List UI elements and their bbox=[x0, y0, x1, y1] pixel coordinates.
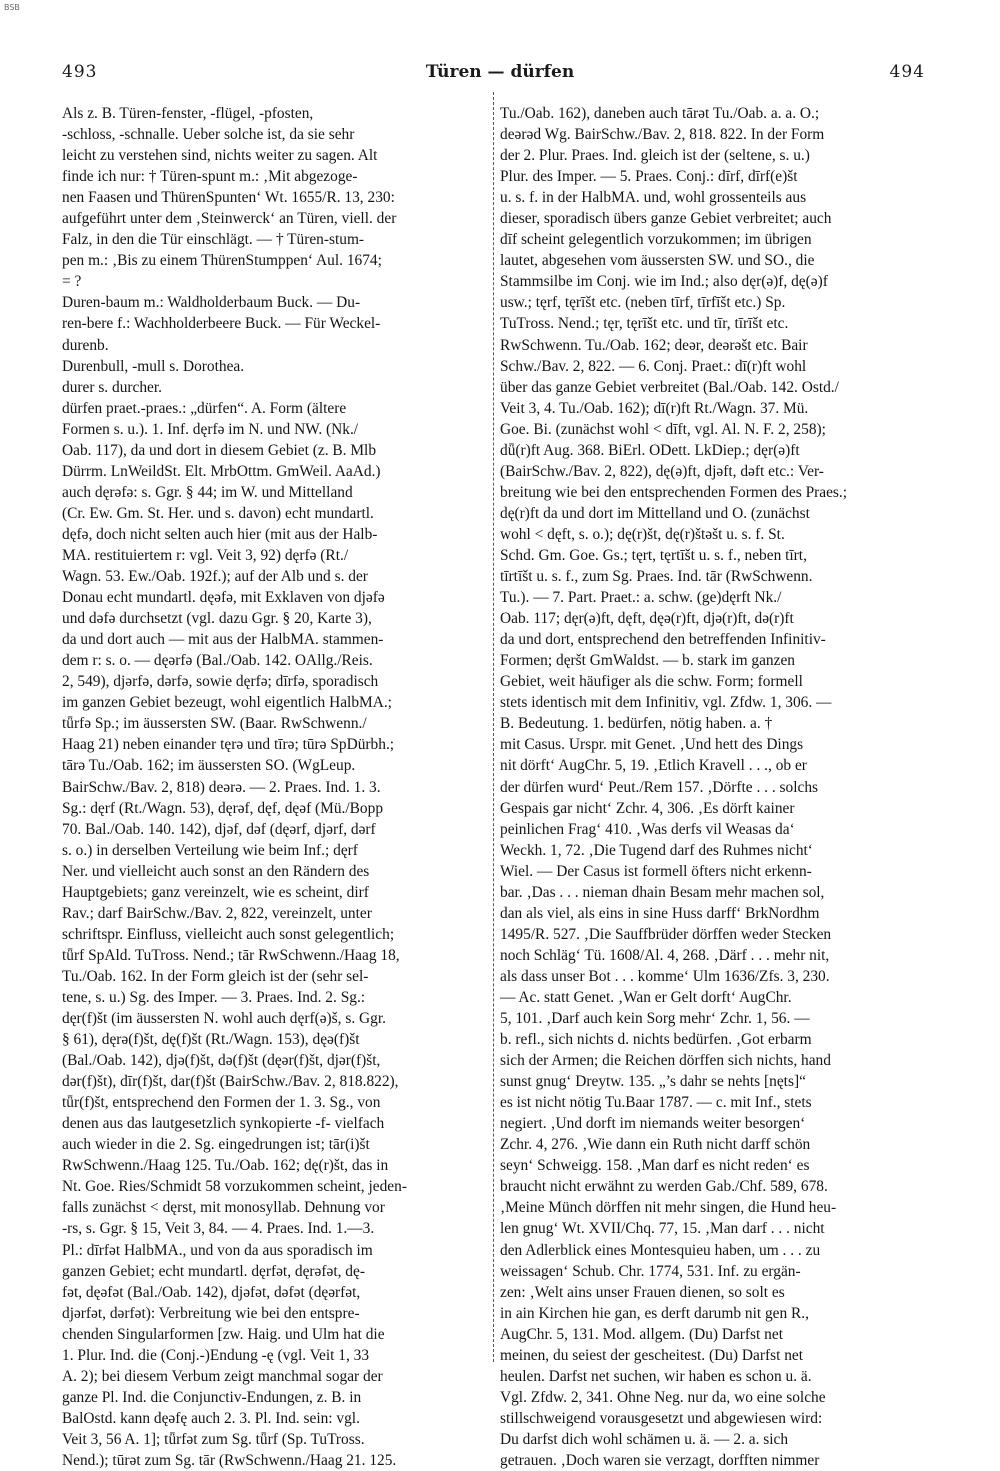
text-line: Schw./Bav. 2, 822. — 6. Conj. Praet.: dī(r)ft wohl bbox=[500, 357, 807, 375]
text-line: fət, dęəfət (Bal./Oab. 142), djəfət, dəfət (dęərfət, bbox=[62, 1283, 361, 1301]
text-line: durer s. durcher. bbox=[62, 378, 163, 396]
text-line: Wiel. — Der Casus ist formell öfters nicht erkenn- bbox=[500, 862, 812, 880]
text-line: zen: ‚Welt ains unser Frauen dienen, so solt es bbox=[500, 1283, 785, 1301]
text-line: dęr(f)št (im äussersten N. wohl auch dęrf(ə)š, s. Ggr. bbox=[62, 1010, 386, 1028]
text-line: 1495/R. 527. ‚Die Sauffbrüder dörffen weder Stecken bbox=[500, 925, 832, 943]
text-line: da und dort, entsprechend den betreffenden Infinitiv- bbox=[500, 631, 826, 649]
text-line: leicht zu verstehen sind, nichts weiter zu sagen. Alt bbox=[62, 147, 378, 165]
text-line: noch Schläg‘ Tü. 1608/Al. 4, 268. ‚Därf . . . mehr nit, bbox=[500, 946, 830, 964]
text-line: der dürfen wurd‘ Peut./Rem 157. ‚Dörfte . . . solchs bbox=[500, 778, 819, 796]
text-line: Nend.); tūrət zum Sg. tār (RwSchwenn./Haag 21. 125. bbox=[62, 1452, 397, 1469]
text-line: tīrtīšt u. s. f., zum Sg. Praes. Ind. tār (RwSchwenn. bbox=[500, 568, 813, 586]
text-line: braucht nicht erwähnt zu werden Gab./Chf. 589, 678. bbox=[500, 1178, 828, 1196]
text-line: dǖ(r)ft Aug. 368. BiErl. ODett. LkDiep.; dęr(ə)ft bbox=[500, 441, 800, 459]
text-line: als dass unser Bot . . . komme‘ Ulm 1636/Zfs. 3, 230. bbox=[500, 967, 830, 985]
text-line: Gespais gar nicht‘ Zchr. 4, 306. ‚Es dörft kainer bbox=[500, 799, 795, 817]
text-line: ganzen Gebiet; echt mundartl. dęrfət, dęrəfət, dę- bbox=[62, 1262, 365, 1280]
text-line: Sg.: dęrf (Rt./Wagn. 53), dęrəf, dęf, dęəf (Mü./Bopp bbox=[62, 799, 384, 817]
text-line: auch dęrəfə: s. Ggr. § 44; im W. und Mittelland bbox=[62, 483, 353, 501]
text-line: durenb. bbox=[62, 336, 109, 354]
text-line: 2, 549), djərfə, dərfə, sowie dęrfə; dīrfə, sporadisch bbox=[62, 673, 379, 691]
text-line: = ? bbox=[62, 273, 82, 291]
text-line: sunst gnug‘ Dreytw. 135. „’s dahr se nehts [nęts]“ bbox=[500, 1073, 806, 1091]
text-line: dan als viel, als eins in sine Huss darff‘ BrkNordhm bbox=[500, 904, 820, 922]
text-line: Zchr. 4, 276. ‚Wie dann ein Ruth nicht darff schön bbox=[500, 1136, 811, 1154]
text-line: § 61), dęrə(f)št, dę(f)št (Rt./Wagn. 153), dęə(f)št bbox=[62, 1031, 360, 1049]
text-line: A. 2); bei diesem Verbum zeigt manchmal sogar der bbox=[62, 1367, 383, 1385]
text-line: negiert. ‚Und dorft im niemands weiter besorgen‘ bbox=[500, 1115, 806, 1133]
text-line: Stammsilbe im Conj. wie im Ind.; also dęr(ə)f, dę(ə)f bbox=[500, 273, 828, 291]
text-line: Vgl. Zfdw. 2, 341. Ohne Neg. nur da, wo eine solche bbox=[500, 1388, 826, 1406]
text-line: — Ac. statt Genet. ‚Wan er Gelt dorft‘ AugChr. bbox=[500, 988, 792, 1006]
text-line: auch wieder in die 2. Sg. eingedrungen ist; tār(i)št bbox=[62, 1136, 370, 1154]
text-line: Dürrm. LnWeildSt. Elt. MrbOttm. GmWeil. AaAd.) bbox=[62, 462, 381, 480]
text-line: da und dort auch — mit aus der HalbMA. stammen- bbox=[62, 631, 384, 649]
text-line: Als z. B. Türen-fenster, -flügel, -pfosten, bbox=[62, 105, 314, 122]
text-line: u. s. f. in der HalbMA. und, wohl grossenteils aus bbox=[500, 189, 807, 207]
text-line: den Adlerblick eines Montesquieu haben, um . . . zu bbox=[500, 1241, 821, 1259]
text-line: wohl < dęft, s. o.); dę(r)št, dę(r)štəšt u. s. f. St. bbox=[500, 525, 785, 543]
right-column bbox=[500, 103, 912, 1471]
text-line: Formen; dęršt GmWaldst. — b. stark im ganzen bbox=[500, 652, 795, 670]
text-line: lautet, abgesehen vom äussersten SW. und SO., die bbox=[500, 252, 815, 270]
text-line: 5, 101. ‚Darf auch kein Sorg mehr‘ Zchr. 1, 56. — bbox=[500, 1010, 810, 1028]
text-line: seyn‘ Schweigg. 158. ‚Man darf es nicht reden‘ es bbox=[500, 1157, 810, 1175]
text-line: Pl.: dīrfət HalbMA., und von da aus sporadisch im bbox=[62, 1241, 373, 1259]
text-line: Ner. und vielleicht auch sonst an den Rändern des bbox=[62, 862, 370, 880]
text-line: (BairSchw./Bav. 2, 822), dę(ə)ft, djəft, dəft etc.: Ver- bbox=[500, 462, 824, 480]
text-line: ‚Meine Münch dörffen nit mehr singen, die Hund heu- bbox=[500, 1199, 837, 1217]
library-stamp: BSB bbox=[4, 3, 20, 12]
text-line: sich der Armen; die Reichen dörffen sich nichts, hand bbox=[500, 1052, 831, 1070]
text-line: 1. Plur. Ind. die (Conj.-)Endung -ę (vgl. Veit 1, 33 bbox=[62, 1346, 370, 1364]
text-line: dər(f)št), dīr(f)št, dar(f)št (BairSchw./Bav. 2, 818.822), bbox=[62, 1073, 399, 1091]
text-line: (Cr. Ew. Gm. St. Her. und s. davon) echt mundartl. bbox=[62, 504, 374, 522]
text-line: MA. restituiertem r: vgl. Veit 3, 92) dęrfə (Rt./ bbox=[62, 546, 349, 564]
text-line: Duren-baum m.: Waldholderbaum Buck. — Du- bbox=[62, 294, 361, 312]
text-line: Nt. Goe. Ries/Schmidt 58 vorzukommen scheint, jeden- bbox=[62, 1178, 407, 1196]
text-line: Weckh. 1, 72. ‚Die Tugend darf des Ruhmes nicht‘ bbox=[500, 841, 813, 859]
text-line: der 2. Plur. Praes. Ind. gleich ist der (seltene, s. u.) bbox=[500, 147, 810, 165]
text-line: B. Bedeutung. 1. bedürfen, nötig haben. a. † bbox=[500, 715, 773, 733]
text-line: Du darfst dich wohl schämen u. ä. — 2. a. sich bbox=[500, 1430, 789, 1448]
text-line: schriftspr. Einfluss, vielleicht auch sonst gelegentlich; bbox=[62, 925, 395, 943]
text-line: TuTross. Nend.; tęr, tęrīšt etc. und tīr, tīrīšt etc. bbox=[500, 315, 789, 333]
text-line: dieser, sporadisch übers ganze Gebiet verbreitet; auch bbox=[500, 210, 832, 228]
text-line: weissagen‘ Schub. Chr. 1774, 531. Inf. zu ergän- bbox=[500, 1262, 801, 1280]
text-line: breitung wie bei den entsprechenden Formen des Praes.; bbox=[500, 483, 848, 501]
text-line: BalOstd. kann dęəfę auch 2. 3. Pl. Ind. sein: vgl. bbox=[62, 1409, 360, 1427]
text-line: tǖr(f)št, entsprechend den Formen der 1. 3. Sg., von bbox=[62, 1094, 381, 1112]
text-line: Rav.; darf BairSchw./Bav. 2, 822, vereinzelt, unter bbox=[62, 904, 372, 922]
text-line: Goe. Bi. (zunächst wohl < dīft, vgl. Al. N. F. 2, 258); bbox=[500, 420, 826, 438]
text-line: RwSchwenn. Tu./Oab. 162; deər, deərəšt etc. Bair bbox=[500, 336, 808, 354]
text-line: peinlichen Frag‘ 410. ‚Was derfs vil Weasas da‘ bbox=[500, 820, 795, 838]
page-number-right: 494 bbox=[889, 62, 925, 82]
text-line: in ain Kirchen hie gan, es derft darumb nit gen R., bbox=[500, 1304, 810, 1322]
column-divider bbox=[493, 92, 494, 1362]
text-line: b. refl., sich nichts d. nichts bedürfen. ‚Got erbarm bbox=[500, 1031, 812, 1049]
text-line: 70. Bal./Oab. 140. 142), djəf, dəf (dęərf, djərf, dərf bbox=[62, 820, 376, 838]
text-line: Schd. Gm. Goe. Gs.; tęrt, tęrtīšt u. s. f., neben tīrt, bbox=[500, 546, 807, 564]
text-line: Durenbull, -mull s. Dorothea. bbox=[62, 357, 245, 375]
text-line: Tu./Oab. 162), daneben auch tārət Tu./Oab. a. a. O.; bbox=[500, 105, 820, 122]
text-line: usw.; tęrf, tęrīšt etc. (neben tīrf, tīrfīšt etc.) Sp. bbox=[500, 294, 786, 312]
text-line: bar. ‚Das . . . nieman dhain Besam mehr machen sol, bbox=[500, 883, 825, 901]
running-title: Türen — dürfen bbox=[425, 62, 575, 82]
text-line: -schloss, -schnalle. Ueber solche ist, da sie sehr bbox=[62, 126, 355, 144]
text-line: Oab. 117; dęr(ə)ft, dęft, dęə(r)ft, djə(r)ft, də(r)ft bbox=[500, 610, 794, 628]
text-line: dīf scheint gelegentlich vorzukommen; im übrigen bbox=[500, 231, 812, 249]
text-line: tǖrf SpAld. TuTross. Nend.; tār RwSchwenn./Haag 18, bbox=[62, 946, 400, 964]
text-line: Tu.). — 7. Part. Praet.: a. schw. (ge)dęrft Nk./ bbox=[500, 589, 782, 607]
text-line: Hauptgebiets; ganz vereinzelt, wie es scheint, dirf bbox=[62, 883, 369, 901]
text-line: Plur. des Imper. — 5. Praes. Conj.: dīrf, dīrf(e)št bbox=[500, 168, 798, 186]
text-line: len gnug‘ Wt. XVII/Chq. 77, 15. ‚Man darf . . . nicht bbox=[500, 1220, 825, 1238]
text-line: tene, s. u.) Sg. des Imper. — 3. Praes. Ind. 2. Sg.: bbox=[62, 988, 366, 1006]
left-column bbox=[62, 103, 486, 1471]
text-line: nen Faasen und ThürenSpunten‘ Wt. 1655/R. 13, 230: bbox=[62, 189, 395, 207]
text-line: dürfen praet.-praes.: „dürfen“. A. Form (ältere bbox=[62, 399, 347, 417]
text-line: Wagn. 53. Ew./Oab. 192f.); auf der Alb und s. der bbox=[62, 568, 368, 586]
text-line: (Bal./Oab. 142), djə(f)št, də(f)št (dęər(f)št, djər(f)št, bbox=[62, 1052, 381, 1070]
text-line: s. o.) in derselben Verteilung wie beim Inf.; dęrf bbox=[62, 841, 358, 859]
text-line: tārə Tu./Oab. 162; im äussersten SO. (WgLeup. bbox=[62, 757, 356, 775]
text-line: deərəd Wg. BairSchw./Bav. 2, 818. 822. In der Form bbox=[500, 126, 825, 144]
text-line: ren-bere f.: Wachholderbeere Buck. — Für Weckel- bbox=[62, 315, 381, 333]
text-line: pen m.: ‚Bis zu einem ThürenStumppen‘ Aul. 1674; bbox=[62, 252, 382, 270]
text-line: Veit 3, 4. Tu./Oab. 162); dī(r)ft Rt./Wagn. 37. Mü. bbox=[500, 399, 809, 417]
text-line: über das ganze Gebiet verbreitet (Bal./Oab. 142. Ostd./ bbox=[500, 378, 839, 396]
text-line: heulen. Darfst net suchen, wir haben es schon u. ä. bbox=[500, 1367, 812, 1385]
text-line: nit dörft‘ AugChr. 5, 19. ‚Etlich Kravell . . ., ob er bbox=[500, 757, 807, 775]
text-line: mit Casus. Urspr. mit Genet. ‚Und hett des Dings bbox=[500, 736, 804, 754]
text-line: RwSchwenn./Haag 125. Tu./Oab. 162; dę(r)št, das in bbox=[62, 1157, 389, 1175]
text-line: stillschweigend vorausgesetzt und abgewiesen wird: bbox=[500, 1409, 823, 1427]
text-line: tǖrfə Sp.; im äussersten SW. (Baar. RwSchwenn./ bbox=[62, 715, 367, 733]
text-line: meinen, du seiest der gescheitest. (Du) Darfst net bbox=[500, 1346, 804, 1364]
text-line: aufgeführt unter dem ‚Steinwerck‘ an Türen, viell. der bbox=[62, 210, 397, 228]
text-line: falls zunächst < dęrst, mit monosyllab. Dehnung vor bbox=[62, 1199, 385, 1217]
text-line: Veit 3, 56 A. 1]; tǖrfət zum Sg. tǖrf (Sp. TuTross. bbox=[62, 1430, 365, 1448]
page-number-left: 493 bbox=[62, 62, 98, 82]
text-line: chenden Singularformen [zw. Haig. und Ulm hat die bbox=[62, 1325, 385, 1343]
text-line: ganze Pl. Ind. die Conjunctiv-Endungen, z. B. in bbox=[62, 1388, 362, 1406]
text-line: Gebiet, weit häufiger als die schw. Form; formell bbox=[500, 673, 803, 691]
text-line: und dəfə durchsetzt (vgl. dazu Ggr. § 20, Karte 3), bbox=[62, 610, 372, 628]
text-line: denen aus das lautgesetzlich synkopierte -f- vielfach bbox=[62, 1115, 385, 1133]
text-line: Donau echt mundartl. dęəfə, mit Exklaven von djəfə bbox=[62, 589, 385, 607]
text-line: djərfət, dərfət): Verbreitung wie bei den entspre- bbox=[62, 1304, 360, 1322]
text-line: finde ich nur: † Türen-spunt m.: ‚Mit abgezoge- bbox=[62, 168, 358, 186]
text-line: im ganzen Gebiet bezeugt, wohl eigentlich HalbMA.; bbox=[62, 694, 392, 712]
text-line: -rs, s. Ggr. § 15, Veit 3, 84. — 4. Praes. Ind. 1.—3. bbox=[62, 1220, 375, 1238]
text-line: Oab. 117), da und dort in diesem Gebiet (z. B. Mlb bbox=[62, 441, 377, 459]
page-header bbox=[0, 62, 1000, 88]
text-line: Formen s. u.). 1. Inf. dęrfə im N. und NW. (Nk./ bbox=[62, 420, 359, 438]
text-line: dem r: s. o. — dęərfə (Bal./Oab. 142. OAllg./Reis. bbox=[62, 652, 373, 670]
text-line: Falz, in den die Tür einschlägt. — † Türen-stum- bbox=[62, 231, 365, 249]
text-line: dę(r)ft da und dort im Mittelland und O. (zunächst bbox=[500, 504, 810, 522]
text-line: BairSchw./Bav. 2, 818) deərə. — 2. Praes. Ind. 1. 3. bbox=[62, 778, 381, 796]
text-line: es ist nicht nötig Tu.Baar 1787. — c. mit Inf., stets bbox=[500, 1094, 812, 1112]
text-line: dęfə, doch nicht selten auch hier (mit aus der Halb- bbox=[62, 525, 378, 543]
text-line: Tu./Oab. 162. In der Form gleich ist der (sehr sel- bbox=[62, 967, 369, 985]
text-line: Haag 21) neben einander tęrə und tīrə; tūrə SpDürbh.; bbox=[62, 736, 395, 754]
text-line: stets identisch mit dem Infinitiv, vgl. Zfdw. 1, 306. — bbox=[500, 694, 832, 712]
text-line: getrauen. ‚Doch waren sie verzagt, dorfften nimmer bbox=[500, 1452, 820, 1469]
text-line: AugChr. 5, 131. Mod. allgem. (Du) Darfst net bbox=[500, 1325, 783, 1343]
